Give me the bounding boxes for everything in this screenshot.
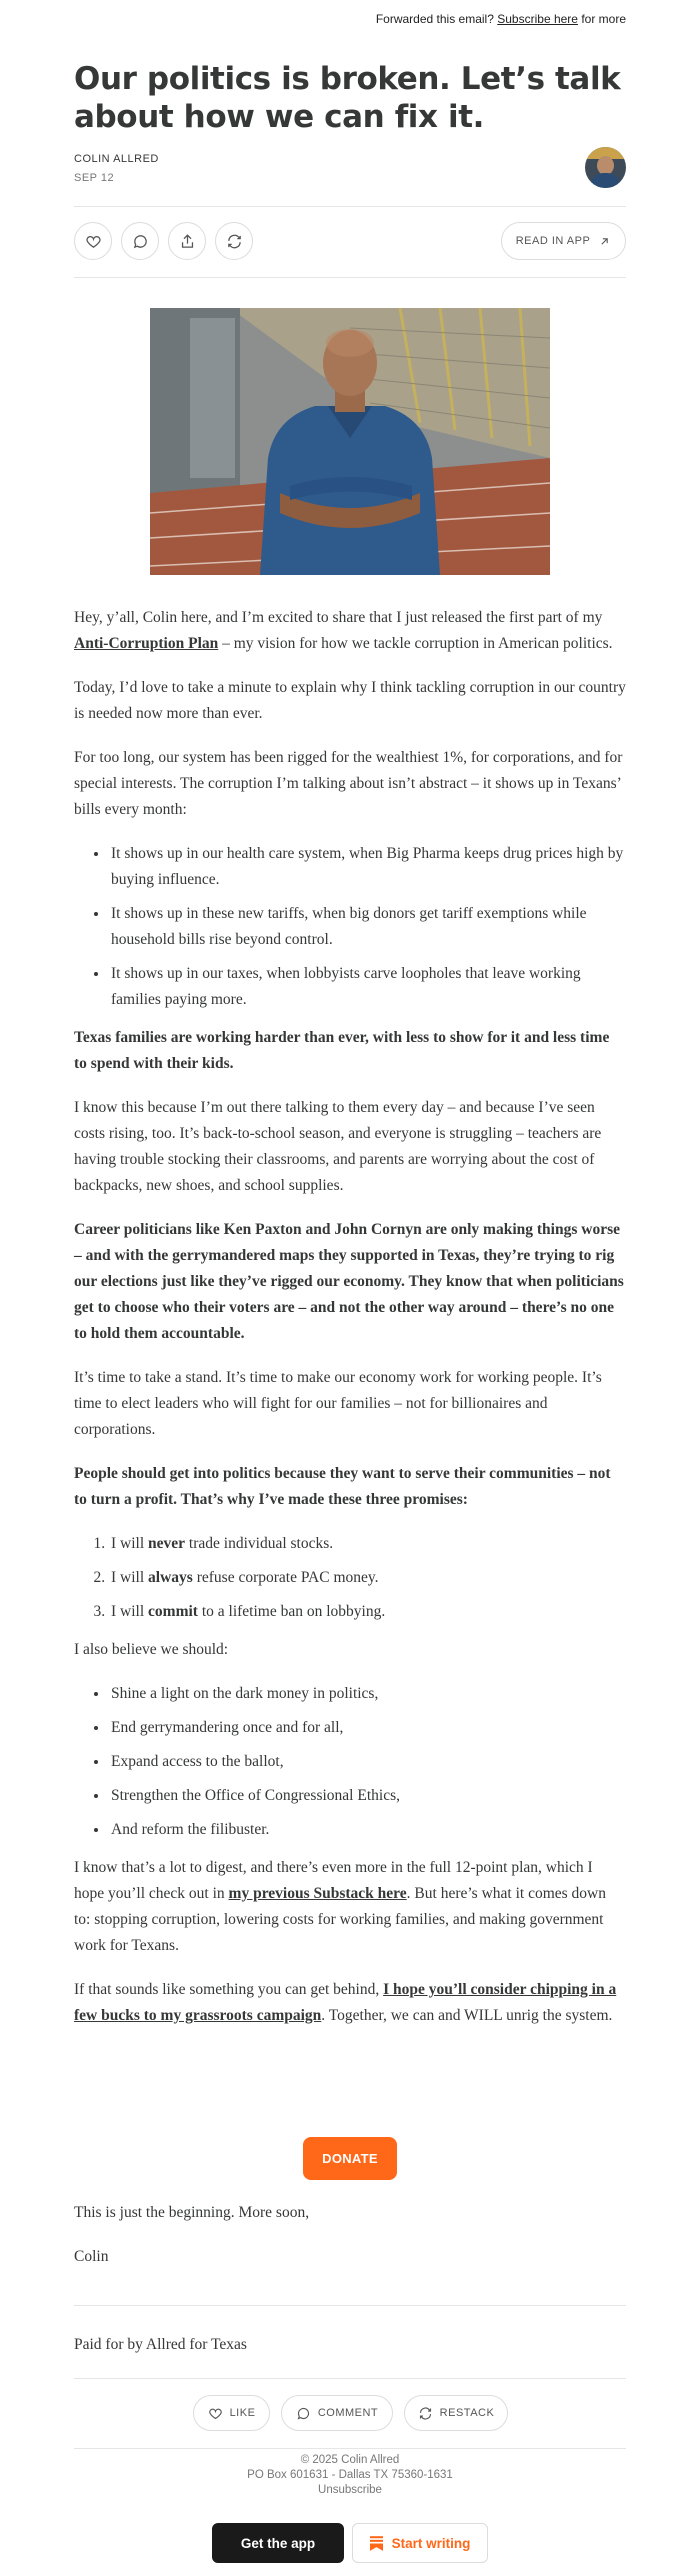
mailing-address: PO Box 601631 - Dallas TX 75360-1631	[247, 2469, 453, 2481]
author-name[interactable]: COLIN ALLRED	[74, 153, 159, 165]
list-item: • Strengthen the Office of Congressional Ethics,	[109, 1783, 626, 1809]
forwarded-notice	[376, 12, 626, 26]
paragraph: I also believe we should:	[74, 1641, 229, 1658]
footer-comment-button[interactable]	[281, 2395, 393, 2431]
divider	[74, 206, 626, 207]
paragraph-bold: People should get into politics because they want to serve their communities – not to turn a profit. That’s why I’ve made these three promises:	[74, 1465, 611, 1508]
post-body	[74, 605, 626, 2047]
beliefs-list	[74, 1681, 626, 1843]
restack-icon	[226, 233, 243, 250]
forwarded-prefix: Forwarded this email?	[375, 12, 494, 26]
read-in-app-button[interactable]	[501, 222, 626, 260]
get-the-app-button[interactable]: Get the app	[212, 2523, 344, 2563]
forwarded-suffix: for more	[581, 12, 626, 26]
corruption-list	[74, 841, 626, 1013]
list-item: • It shows up in our taxes, when lobbyists carve loopholes that leave working families paying more.	[109, 961, 626, 1013]
restack-button[interactable]	[215, 222, 253, 260]
restack-icon	[418, 2406, 433, 2421]
comment-icon	[296, 2406, 311, 2421]
share-button[interactable]	[168, 222, 206, 260]
subscribe-link[interactable]: Subscribe here	[497, 12, 578, 26]
footer-like-button[interactable]	[193, 2395, 270, 2431]
like-button[interactable]	[74, 222, 112, 260]
list-item: • Expand access to the ballot,	[109, 1749, 626, 1775]
list-item: 1. I will never trade individual stocks.	[109, 1531, 626, 1557]
hero-photo[interactable]	[150, 308, 550, 575]
divider	[74, 2305, 626, 2306]
post-signoff	[74, 2200, 626, 2288]
share-icon	[179, 233, 196, 250]
post-date: SEP 12	[74, 172, 115, 184]
start-writing-label: Start writing	[391, 2535, 471, 2551]
donate-button[interactable]: DONATE	[303, 2137, 397, 2180]
list-item: 3. I will commit to a lifetime ban on lobbying.	[109, 1599, 626, 1625]
heart-icon	[85, 233, 102, 250]
anti-corruption-plan-link[interactable]: Anti-Corruption Plan	[74, 635, 219, 652]
heart-icon	[208, 2406, 223, 2421]
footer-info	[0, 2453, 700, 2498]
list-item: • Shine a light on the dark money in politics,	[109, 1681, 626, 1707]
paragraph: I know that’s a lot to digest, and there’s even more in the full 12-point plan, which I hope you’ll check out in my previous Substack here. But here’s what it comes down to: stopping corruption, lowering costs for working families, and making government work for Texans.	[74, 1859, 606, 1954]
paragraph: I know this because I’m out there talking to them every day – and because I’ve seen costs rising, too. It’s back-to-school season, and everyone is struggling – teachers are having trouble stocking their classrooms, and parents are worrying about the cost of backpacks, new shoes, and school supplies.	[74, 1099, 602, 1194]
divider	[74, 277, 626, 278]
post-title[interactable]: Our politics is broken. Let’s talk about how we can fix it.	[74, 61, 621, 135]
like-label: LIKE	[229, 2407, 256, 2419]
comment-icon	[132, 233, 149, 250]
read-in-app-label: READ IN APP	[515, 235, 591, 247]
comment-label: COMMENT	[317, 2407, 379, 2419]
paragraph: For too long, our system has been rigged for the wealthiest 1%, for corporations, and for special interests. The corruption I’m talking about isn’t abstract – it shows up in Texans’ bills every month:	[74, 749, 623, 818]
paragraph: If that sounds like something you can get behind, I hope you’ll consider chipping in a few bucks to my grassroots campaign. Together, we can and WILL unrig the system.	[74, 1981, 617, 2024]
paragraph: Colin	[74, 2248, 109, 2265]
list-item: • It shows up in our health care system, when Big Pharma keeps drug prices high by buying influence.	[109, 841, 626, 893]
author-avatar[interactable]	[585, 147, 626, 188]
divider	[74, 2448, 626, 2449]
restack-label: RESTACK	[439, 2407, 495, 2419]
list-item: • And reform the filibuster.	[109, 1817, 626, 1843]
paragraph-bold: Texas families are working harder than ever, with less to show for it and less time to spend with their kids.	[74, 1029, 610, 1072]
paragraph: This is just the beginning. More soon,	[74, 2204, 310, 2221]
paragraph-bold: Career politicians like Ken Paxton and John Cornyn are only making things worse – and with the gerrymandered maps they supported in Texas, they’re trying to rig our elections just like they’ve rigged our economy. They know that when politicians get to choose who their voters are – and not the other way around – there’s no one to hold them accountable.	[74, 1221, 624, 1342]
campaign-donation-link[interactable]: I hope you’ll consider chipping in a few bucks to my grassroots campaign	[74, 1981, 617, 2024]
divider	[74, 2378, 626, 2379]
unsubscribe-link[interactable]: Unsubscribe	[318, 2484, 382, 2496]
paragraph: It’s time to take a stand. It’s time to make our economy work for working people. It’s time to elect leaders who will fight for our families – not for billionaires and corporations.	[74, 1369, 602, 1438]
paid-for-disclaimer: Paid for by Allred for Texas	[74, 2336, 247, 2353]
previous-substack-link[interactable]: my previous Substack here	[228, 1885, 407, 1902]
start-writing-button[interactable]	[352, 2523, 488, 2563]
list-item: 2. I will always refuse corporate PAC money.	[109, 1565, 626, 1591]
list-item: • End gerrymandering once and for all,	[109, 1715, 626, 1741]
paragraph: Today, I’d love to take a minute to explain why I think tackling corruption in our country is needed now more than ever.	[74, 679, 626, 722]
list-item: • It shows up in these new tariffs, when big donors get tariff exemptions while household bills rise beyond control.	[109, 901, 626, 953]
paragraph: Hey, y’all, Colin here, and I’m excited to share that I just released the first part of my Anti-Corruption Plan – my vision for how we tackle corruption in American politics.	[74, 609, 613, 652]
promises-list	[74, 1531, 626, 1625]
arrow-up-right-icon	[598, 235, 611, 248]
footer-restack-button[interactable]	[404, 2395, 508, 2431]
comment-button[interactable]	[121, 222, 159, 260]
substack-logo-icon	[370, 2536, 383, 2551]
copyright: © 2025 Colin Allred	[300, 2454, 400, 2466]
